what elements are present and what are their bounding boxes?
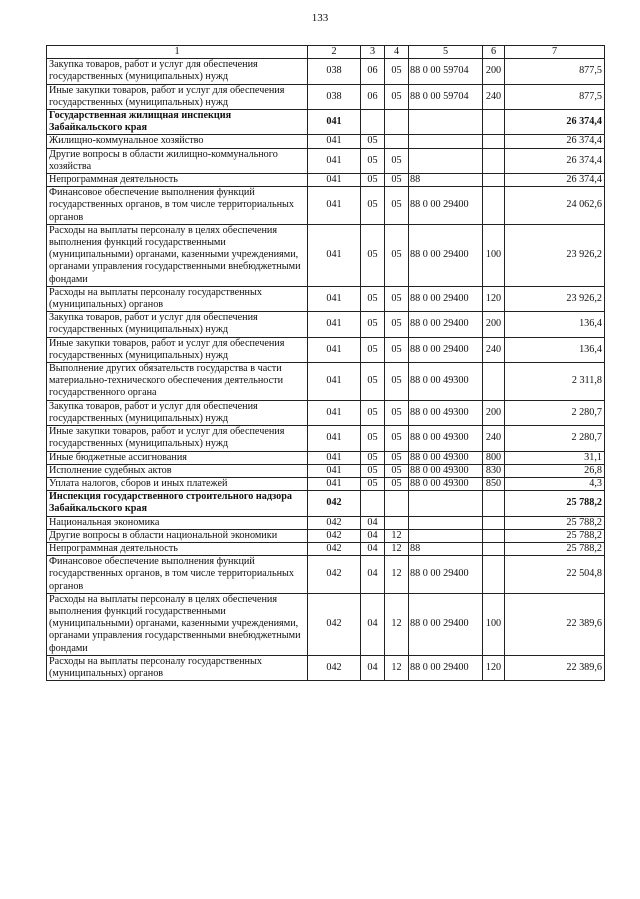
subsection-code: 05: [385, 286, 409, 311]
amount: 25 788,2: [505, 542, 605, 555]
table-row: [47, 655, 605, 680]
header-cell: 6: [483, 46, 505, 59]
subsection-code: 05: [385, 312, 409, 337]
table-row: [47, 556, 605, 594]
department-code: 041: [308, 174, 361, 187]
header-cell: 3: [361, 46, 385, 59]
section-code: 06: [361, 59, 385, 84]
table-row: [47, 516, 605, 529]
subsection-code: 05: [385, 224, 409, 286]
target-article-code: 88 0 00 29400: [409, 224, 483, 286]
expense-type-code: 120: [483, 286, 505, 311]
section-code: 05: [361, 337, 385, 362]
table-row: [47, 426, 605, 451]
amount: 26 374,4: [505, 148, 605, 173]
department-code: 041: [308, 187, 361, 225]
department-code: 041: [308, 464, 361, 477]
expense-type-code: 830: [483, 464, 505, 477]
subsection-code: 12: [385, 593, 409, 655]
amount: 26 374,4: [505, 110, 605, 135]
expense-type-code: 100: [483, 593, 505, 655]
target-article-code: [409, 110, 483, 135]
line-item-name: Выполнение других обязательств государства в части материально-технического обеспечения деятельности государственного органа: [47, 363, 308, 401]
expense-type-code: [483, 542, 505, 555]
expense-type-code: 240: [483, 426, 505, 451]
section-code: 05: [361, 400, 385, 425]
expense-type-code: [483, 363, 505, 401]
department-code: 042: [308, 542, 361, 555]
subsection-code: 05: [385, 59, 409, 84]
table-row: [47, 464, 605, 477]
amount: 877,5: [505, 84, 605, 109]
table-row: [47, 451, 605, 464]
target-article-code: 88 0 00 29400: [409, 655, 483, 680]
line-item-name: Иные закупки товаров, работ и услуг для обеспечения государственных (муниципальных) нужд: [47, 337, 308, 362]
line-item-name: Финансовое обеспечение выполнения функций государственных органов, в том числе территориальных органов: [47, 187, 308, 225]
expense-type-code: 240: [483, 337, 505, 362]
header-cell: 7: [505, 46, 605, 59]
amount: 25 788,2: [505, 491, 605, 516]
line-item-name: Расходы на выплаты персоналу государственных (муниципальных) органов: [47, 655, 308, 680]
section-code: 05: [361, 224, 385, 286]
line-item-name: Расходы на выплаты персоналу государственных (муниципальных) органов: [47, 286, 308, 311]
department-code: 041: [308, 224, 361, 286]
line-item-name: Иные закупки товаров, работ и услуг для обеспечения государственных (муниципальных) нужд: [47, 426, 308, 451]
department-code: 042: [308, 491, 361, 516]
table-row: [47, 477, 605, 490]
subsection-code: 12: [385, 529, 409, 542]
expense-type-code: [483, 516, 505, 529]
table-row: [47, 542, 605, 555]
target-article-code: 88 0 00 49300: [409, 464, 483, 477]
target-article-code: [409, 491, 483, 516]
subsection-code: 05: [385, 84, 409, 109]
header-cell: 1: [47, 46, 308, 59]
department-code: 041: [308, 337, 361, 362]
subsection-code: [385, 135, 409, 148]
department-code: 041: [308, 312, 361, 337]
expense-type-code: 100: [483, 224, 505, 286]
table-row: [47, 400, 605, 425]
department-code: 042: [308, 529, 361, 542]
department-code: 041: [308, 400, 361, 425]
expense-type-code: 240: [483, 84, 505, 109]
line-item-name: Закупка товаров, работ и услуг для обеспечения государственных (муниципальных) нужд: [47, 400, 308, 425]
expense-type-code: [483, 110, 505, 135]
expense-type-code: [483, 491, 505, 516]
section-code: 05: [361, 451, 385, 464]
header-cell: 2: [308, 46, 361, 59]
department-code: 041: [308, 477, 361, 490]
table-row: [47, 84, 605, 109]
page-number: 133: [311, 12, 329, 24]
department-code: 041: [308, 148, 361, 173]
line-item-name: Расходы на выплаты персоналу в целях обеспечения выполнения функций государственными (муниципальными) органами, казенными учреждениями, органами управления государственными внебюджетными фондами: [47, 224, 308, 286]
subsection-code: 12: [385, 655, 409, 680]
expense-type-code: [483, 174, 505, 187]
section-code: 04: [361, 542, 385, 555]
amount: 4,3: [505, 477, 605, 490]
subsection-code: [385, 110, 409, 135]
line-item-name: Закупка товаров, работ и услуг для обеспечения государственных (муниципальных) нужд: [47, 59, 308, 84]
amount: 22 389,6: [505, 655, 605, 680]
target-article-code: 88 0 00 29400: [409, 337, 483, 362]
subsection-code: 05: [385, 337, 409, 362]
section-code: 05: [361, 174, 385, 187]
table-row: [47, 59, 605, 84]
amount: 22 389,6: [505, 593, 605, 655]
header-row: [47, 46, 605, 59]
target-article-code: 88 0 00 29400: [409, 286, 483, 311]
expense-type-code: 850: [483, 477, 505, 490]
subsection-code: 05: [385, 464, 409, 477]
expense-type-code: 200: [483, 312, 505, 337]
target-article-code: 88 0 00 49300: [409, 477, 483, 490]
line-item-name: Национальная экономика: [47, 516, 308, 529]
section-code: 04: [361, 593, 385, 655]
department-code: 042: [308, 516, 361, 529]
table-row: [47, 337, 605, 362]
section-code: 04: [361, 655, 385, 680]
department-code: 038: [308, 59, 361, 84]
department-code: 042: [308, 655, 361, 680]
expense-type-code: 200: [483, 400, 505, 425]
section-code: 05: [361, 148, 385, 173]
table-row: [47, 224, 605, 286]
section-code: 04: [361, 556, 385, 594]
amount: 877,5: [505, 59, 605, 84]
section-code: 05: [361, 286, 385, 311]
subsection-code: 12: [385, 556, 409, 594]
section-code: 05: [361, 477, 385, 490]
section-code: 05: [361, 312, 385, 337]
section-code: 05: [361, 426, 385, 451]
subsection-code: 05: [385, 174, 409, 187]
target-article-code: 88 0 00 49300: [409, 426, 483, 451]
line-item-name: Уплата налогов, сборов и иных платежей: [47, 477, 308, 490]
subsection-code: 05: [385, 451, 409, 464]
department-code: 041: [308, 451, 361, 464]
amount: 26 374,4: [505, 174, 605, 187]
section-code: 04: [361, 516, 385, 529]
department-code: 042: [308, 593, 361, 655]
target-article-code: 88 0 00 29400: [409, 312, 483, 337]
department-code: 042: [308, 556, 361, 594]
subsection-code: [385, 491, 409, 516]
subsection-code: [385, 516, 409, 529]
target-article-code: 88 0 00 29400: [409, 556, 483, 594]
amount: 2 311,8: [505, 363, 605, 401]
table-row: [47, 187, 605, 225]
amount: 26,8: [505, 464, 605, 477]
line-item-name: Непрограммная деятельность: [47, 542, 308, 555]
line-item-name: Государственная жилищная инспекция Забайкальского края: [47, 110, 308, 135]
line-item-name: Исполнение судебных актов: [47, 464, 308, 477]
budget-table: [46, 45, 605, 681]
header-cell: 4: [385, 46, 409, 59]
target-article-code: 88: [409, 174, 483, 187]
amount: 26 374,4: [505, 135, 605, 148]
expense-type-code: 120: [483, 655, 505, 680]
target-article-code: 88 0 00 59704: [409, 59, 483, 84]
expense-type-code: [483, 556, 505, 594]
target-article-code: 88 0 00 49300: [409, 400, 483, 425]
expense-type-code: [483, 148, 505, 173]
amount: 136,4: [505, 337, 605, 362]
table-row: [47, 286, 605, 311]
amount: 22 504,8: [505, 556, 605, 594]
section-code: 05: [361, 464, 385, 477]
table-row: [47, 529, 605, 542]
section-code: 05: [361, 363, 385, 401]
line-item-name: Жилищно-коммунальное хозяйство: [47, 135, 308, 148]
target-article-code: [409, 529, 483, 542]
subsection-code: 05: [385, 363, 409, 401]
header-cell: 5: [409, 46, 483, 59]
subsection-code: 05: [385, 187, 409, 225]
amount: 25 788,2: [505, 516, 605, 529]
line-item-name: Инспекция государственного строительного надзора Забайкальского края: [47, 491, 308, 516]
line-item-name: Другие вопросы в области жилищно-коммунального хозяйства: [47, 148, 308, 173]
table-row: [47, 148, 605, 173]
section-code: 06: [361, 84, 385, 109]
target-article-code: 88 0 00 29400: [409, 187, 483, 225]
target-article-code: 88 0 00 29400: [409, 593, 483, 655]
section-code: 05: [361, 187, 385, 225]
target-article-code: 88 0 00 49300: [409, 451, 483, 464]
amount: 25 788,2: [505, 529, 605, 542]
department-code: 041: [308, 135, 361, 148]
amount: 2 280,7: [505, 426, 605, 451]
target-article-code: [409, 516, 483, 529]
table-row: [47, 363, 605, 401]
table-row: [47, 110, 605, 135]
line-item-name: Расходы на выплаты персоналу в целях обеспечения выполнения функций государственными (муниципальными) органами, казенными учреждениями, органами управления государственными внебюджетными фондами: [47, 593, 308, 655]
section-code: [361, 491, 385, 516]
subsection-code: 05: [385, 148, 409, 173]
expense-type-code: 200: [483, 59, 505, 84]
subsection-code: 05: [385, 477, 409, 490]
target-article-code: [409, 135, 483, 148]
department-code: 041: [308, 110, 361, 135]
target-article-code: 88 0 00 59704: [409, 84, 483, 109]
line-item-name: Иные бюджетные ассигнования: [47, 451, 308, 464]
amount: 31,1: [505, 451, 605, 464]
subsection-code: 05: [385, 400, 409, 425]
amount: 2 280,7: [505, 400, 605, 425]
table-row: [47, 312, 605, 337]
section-code: 05: [361, 135, 385, 148]
target-article-code: 88: [409, 542, 483, 555]
target-article-code: [409, 148, 483, 173]
department-code: 041: [308, 286, 361, 311]
expense-type-code: 800: [483, 451, 505, 464]
section-code: [361, 110, 385, 135]
department-code: 041: [308, 426, 361, 451]
table-row: [47, 593, 605, 655]
table-row: [47, 135, 605, 148]
line-item-name: Другие вопросы в области национальной экономики: [47, 529, 308, 542]
expense-type-code: [483, 187, 505, 225]
amount: 136,4: [505, 312, 605, 337]
line-item-name: Закупка товаров, работ и услуг для обеспечения государственных (муниципальных) нужд: [47, 312, 308, 337]
expense-type-code: [483, 135, 505, 148]
subsection-code: 05: [385, 426, 409, 451]
line-item-name: Непрограммная деятельность: [47, 174, 308, 187]
table-row: [47, 491, 605, 516]
amount: 23 926,2: [505, 224, 605, 286]
table-row: [47, 174, 605, 187]
line-item-name: Иные закупки товаров, работ и услуг для обеспечения государственных (муниципальных) нужд: [47, 84, 308, 109]
section-code: 04: [361, 529, 385, 542]
line-item-name: Финансовое обеспечение выполнения функций государственных органов, в том числе территориальных органов: [47, 556, 308, 594]
amount: 23 926,2: [505, 286, 605, 311]
subsection-code: 12: [385, 542, 409, 555]
expense-type-code: [483, 529, 505, 542]
department-code: 041: [308, 363, 361, 401]
target-article-code: 88 0 00 49300: [409, 363, 483, 401]
amount: 24 062,6: [505, 187, 605, 225]
department-code: 038: [308, 84, 361, 109]
